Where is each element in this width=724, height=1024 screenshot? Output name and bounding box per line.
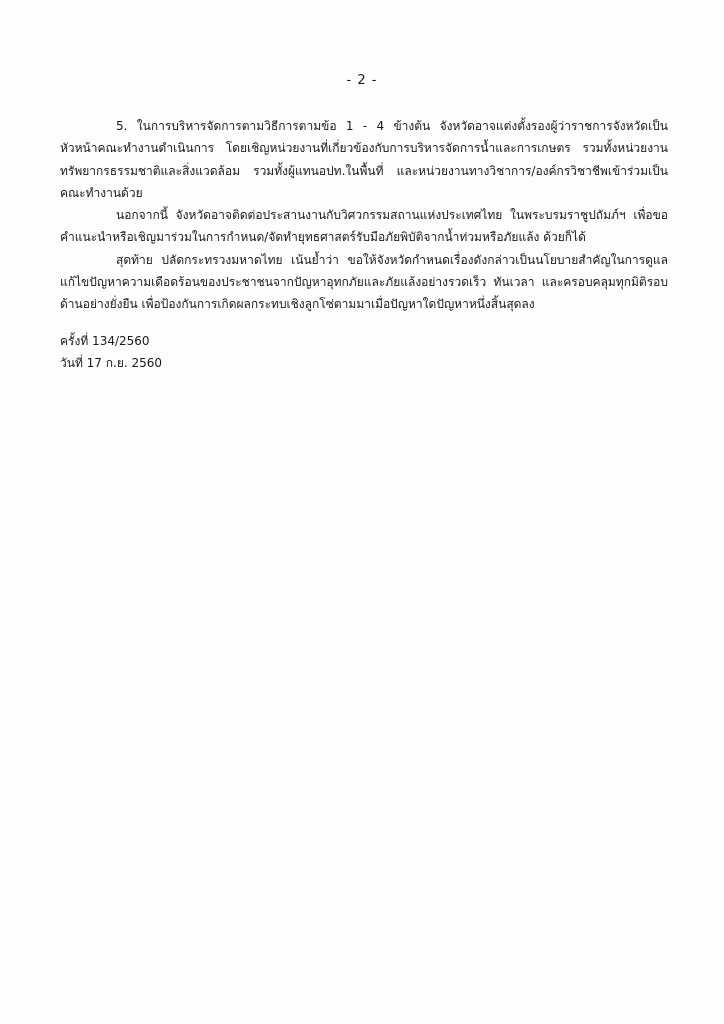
body-text [60,115,668,316]
paragraph-coordination: นอกจากนี้ จังหวัดอาจติดต่อประสานงานกับวิศวกรรมสถานแห่งประเทศไทย ในพระบรมราชูปถัมภ์ฯ เพื่อขอคำแนะนำหรือเชิญมาร่วมในการกำหนด/จัดทำยุทธศาสตร์รับมือภัยพิบัติจากน้ำท่วมหรือภัยแล้ง ด้วยก็ได้ [60,208,668,245]
issue-number: ครั้งที่ 134/2560 [60,334,150,348]
issue-date: วันที่ 17 ก.ย. 2560 [60,356,163,370]
paragraph-management: 5. ในการบริหารจัดการตามวิธีการตามข้อ 1 - 4 ข้างต้น จังหวัดอาจแต่งตั้งรองผู้ว่าราชการจังหวัดเป็นหัวหน้าคณะทำงานดำเนินการ โดยเชิญหน่วยงานที่เกี่ยวข้องกับการบริหารจัดการน้ำและการเกษตร รวมทั้งหน่วยงานทรัพยากรธรรมชาติและสิ่งแวดล้อม รวมทั้งผู้แทนอปท.ในพื้นที่ และหน่วยงานทางวิชาการ/องค์กรวิชาชีพเข้าร่วมเป็นคณะทำงานด้วย [60,119,668,200]
page-number: - 2 - [346,73,378,88]
paragraph-conclusion: สุดท้าย ปลัดกระทรวงมหาดไทย เน้นย้ำว่า ขอให้จังหวัดกำหนดเรื่องดังกล่าวเป็นนโยบายสำคัญในการดูแลแก้ไขปัญหาความเดือดร้อนของประชาชนจากปัญหาอุทกภัยและภัยแล้งอย่างรวดเร็ว ทันเวลา และครอบคลุมทุกมิติรอบด้านอย่างยั่งยืน เพื่อป้องกันการเกิดผลกระทบเชิงลูกโซ่ตามมาเมื่อปัญหาใดปัญหาหนึ่งสิ้นสุดลง [60,252,668,312]
signoff-block [60,330,162,374]
